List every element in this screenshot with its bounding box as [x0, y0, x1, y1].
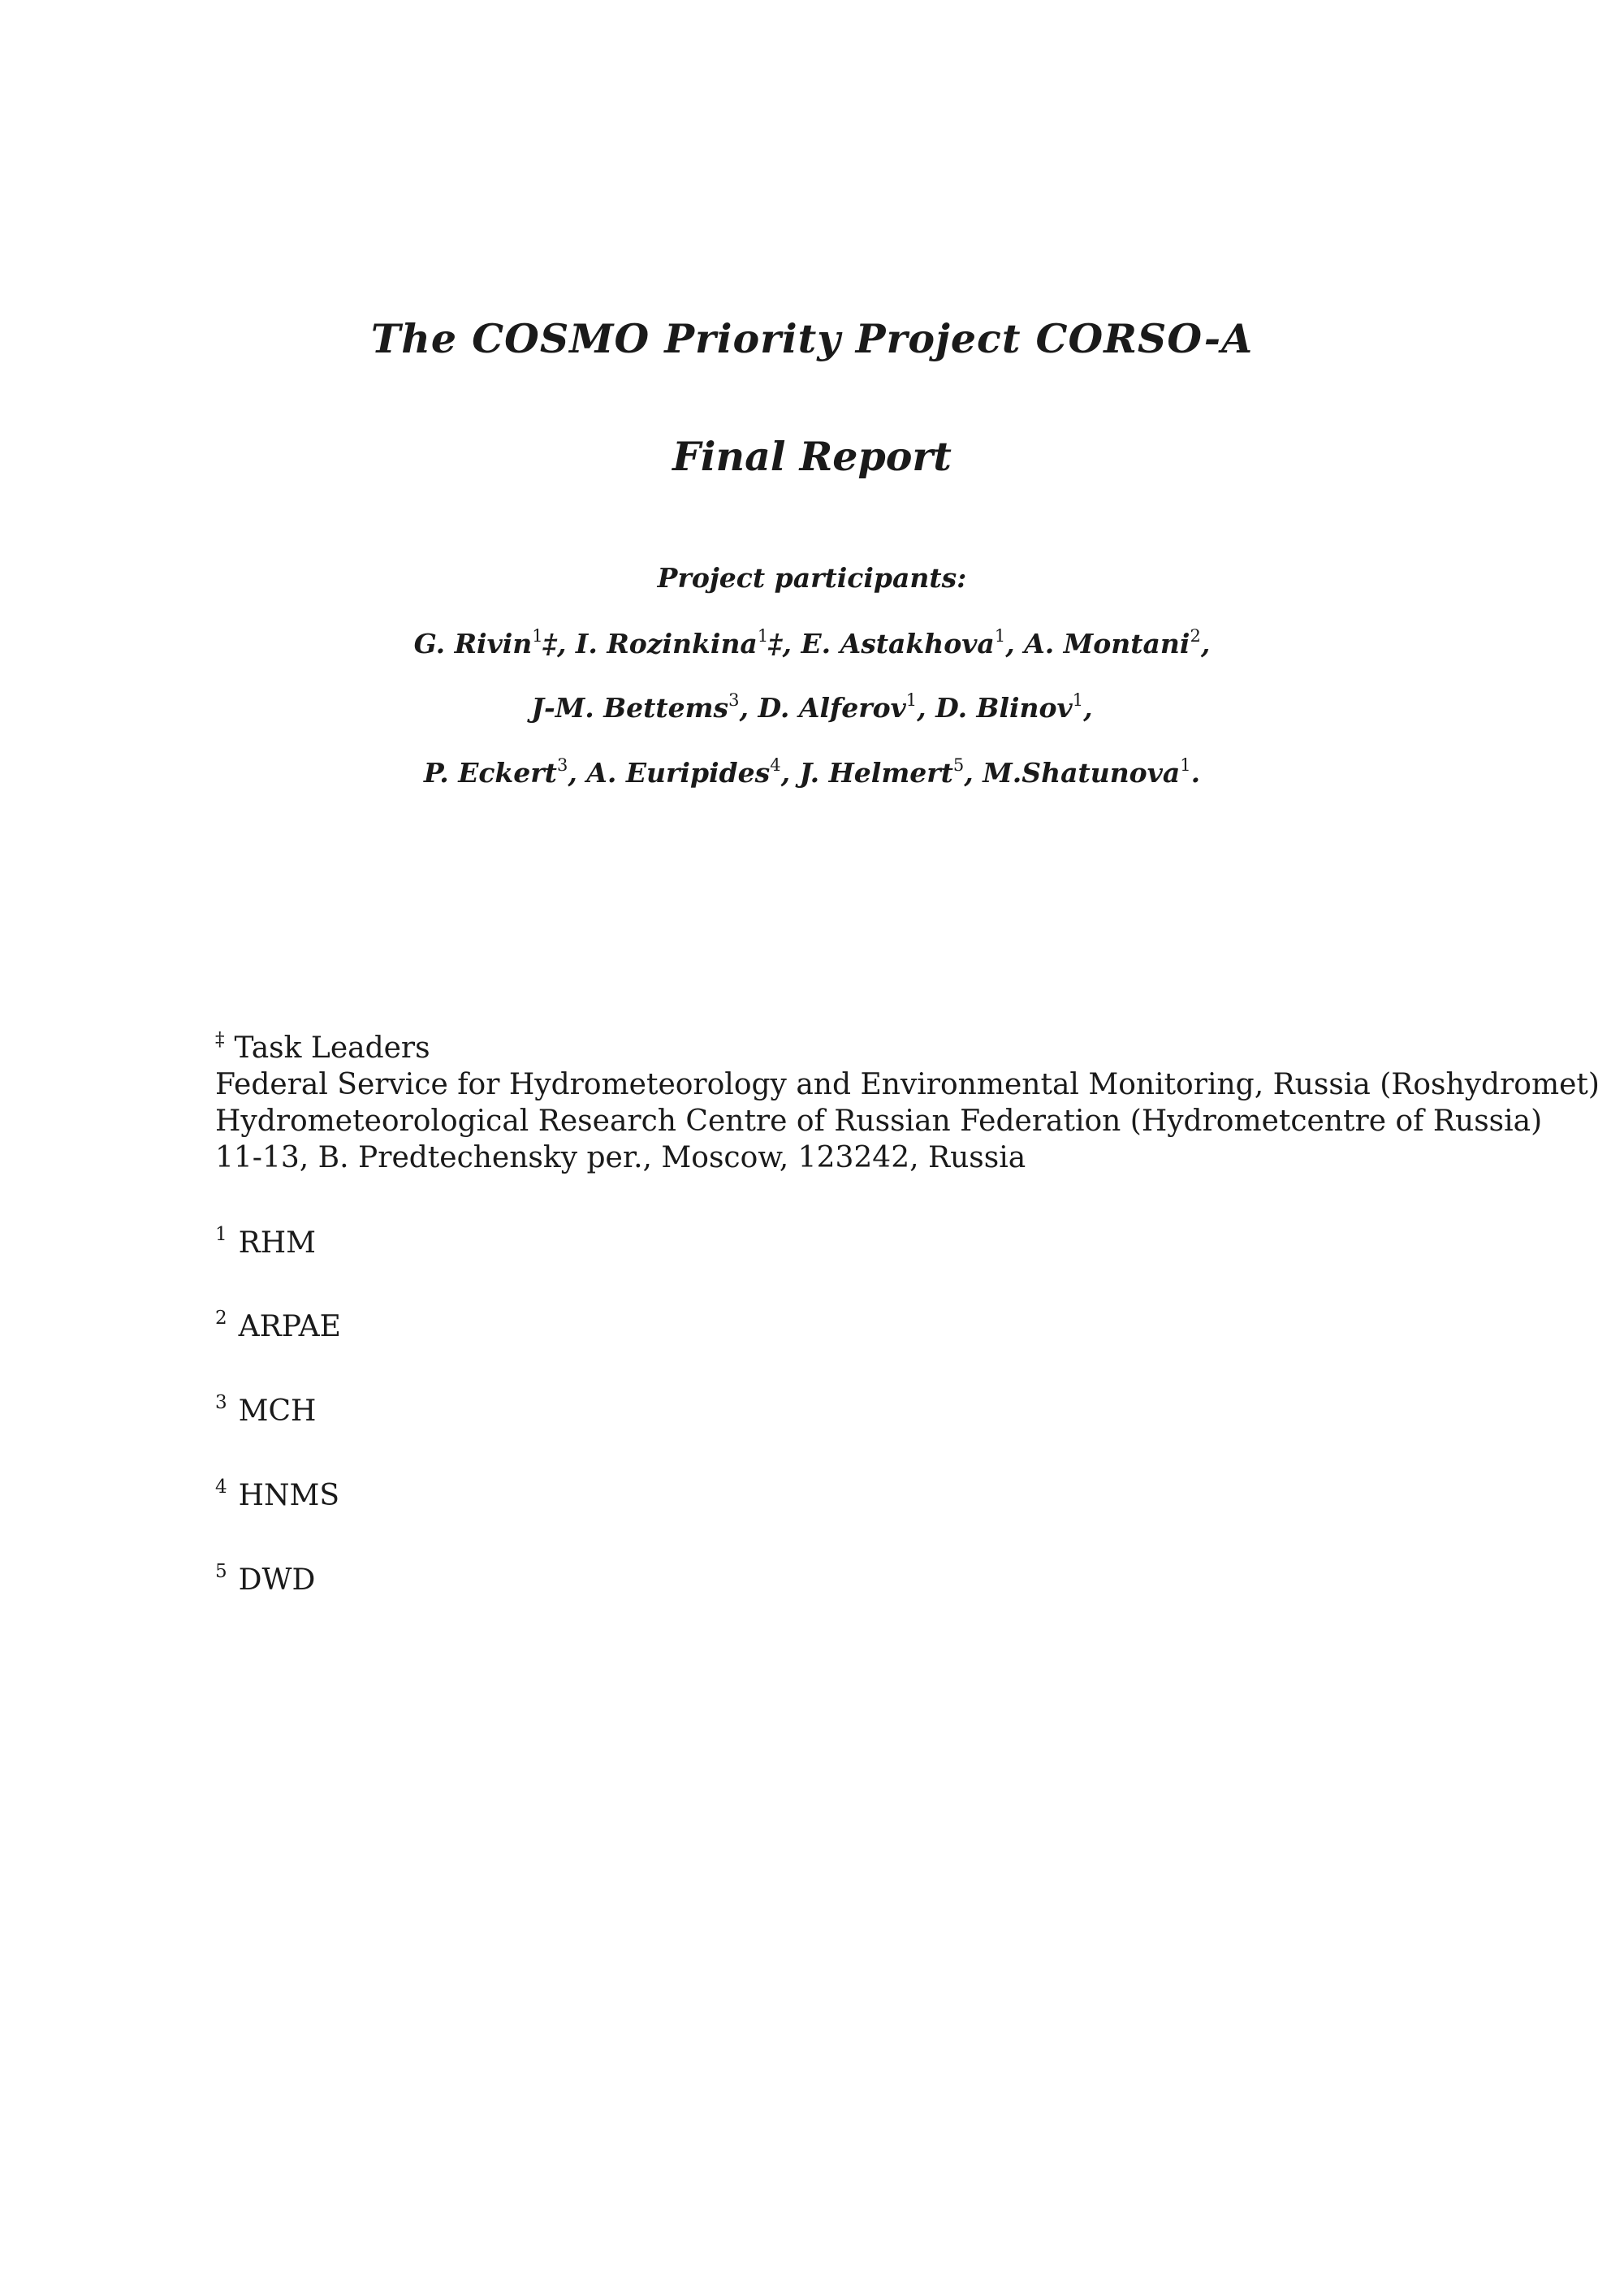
author-name: D. Alferov	[758, 692, 906, 724]
report-subtitle: Final Report	[672, 433, 952, 480]
affiliation-number: 2	[215, 1308, 227, 1329]
author-affiliation-number: 3	[728, 690, 740, 710]
task-leaders-footnote	[215, 1029, 1600, 1176]
task-leader-mark: ‡	[768, 628, 783, 659]
author-name: A. Montani	[1024, 628, 1190, 659]
affiliation-item	[215, 1310, 341, 1343]
author-separator: ,	[1200, 628, 1211, 659]
affiliation-name: RHM	[238, 1226, 317, 1260]
author-affiliation-number: 1	[1180, 755, 1191, 775]
report-title: The COSMO Priority Project CORSO-A	[370, 315, 1254, 362]
affiliation-number: 3	[215, 1392, 227, 1413]
author-name: A. Euripides	[586, 757, 771, 789]
author-separator: ,	[964, 757, 983, 789]
affiliation-item	[215, 1394, 316, 1428]
author-affiliation-number: 1	[905, 690, 918, 710]
affiliation-number: 1	[215, 1224, 227, 1245]
institute-line: Hydrometeorological Research Centre of Russian Federation (Hydrometcentre of Russia)	[215, 1105, 1543, 1138]
author-name: J-M. Bettems	[531, 692, 729, 724]
author-separator: ,	[780, 757, 800, 789]
participants-heading: Project participants:	[657, 562, 967, 594]
address-line: 11-13, B. Predtechensky per., Moscow, 123242, Russia	[215, 1141, 1026, 1174]
task-leader-mark: ‡	[215, 1029, 225, 1050]
author-name: G. Rivin	[413, 628, 533, 659]
author-affiliation-number: 1	[532, 626, 543, 646]
task-leader-mark: ‡	[542, 628, 557, 659]
author-separator: ,	[917, 692, 936, 724]
author-separator: ,	[1083, 692, 1093, 724]
author-name: J. Helmert	[799, 757, 953, 789]
affiliation-name: DWD	[238, 1563, 316, 1597]
author-affiliation-number: 3	[556, 755, 568, 775]
author-name: M.Shatunova	[983, 757, 1181, 789]
author-affiliation-number: 1	[757, 626, 769, 646]
author-separator: ,	[782, 628, 801, 659]
author-affiliation-number: 4	[770, 755, 781, 775]
author-separator: ,	[739, 692, 758, 724]
author-name: P. Eckert	[423, 757, 557, 789]
author-name: D. Blinov	[935, 692, 1073, 724]
author-line-2	[0, 692, 1624, 724]
author-affiliation-number: 1	[1072, 690, 1084, 710]
author-affiliation-number: 5	[952, 755, 965, 775]
author-name: E. Astakhova	[801, 628, 995, 659]
task-leaders-label: Task Leaders	[234, 1031, 430, 1065]
author-name: I. Rozinkina	[575, 628, 758, 659]
author-affiliation-number: 2	[1190, 626, 1201, 646]
affiliation-name: ARPAE	[238, 1310, 341, 1343]
author-affiliation-number: 1	[994, 626, 1006, 646]
affiliation-item	[215, 1563, 315, 1597]
author-line-3	[0, 757, 1624, 789]
affiliation-number: 4	[215, 1477, 227, 1498]
affiliation-item	[215, 1226, 316, 1260]
affiliation-name: HNMS	[238, 1479, 340, 1512]
author-separator: .	[1190, 757, 1201, 789]
author-separator: ,	[568, 757, 587, 789]
author-separator: ,	[556, 628, 576, 659]
author-separator: ,	[1005, 628, 1025, 659]
affiliation-item	[215, 1479, 339, 1512]
author-line-1	[0, 628, 1624, 659]
organization-line: Federal Service for Hydrometeorology and Environmental Monitoring, Russia (Roshydromet)	[215, 1068, 1600, 1101]
affiliation-number: 5	[215, 1561, 227, 1582]
affiliation-name: MCH	[238, 1394, 317, 1428]
task-leaders-label-line	[215, 1030, 1514, 1066]
